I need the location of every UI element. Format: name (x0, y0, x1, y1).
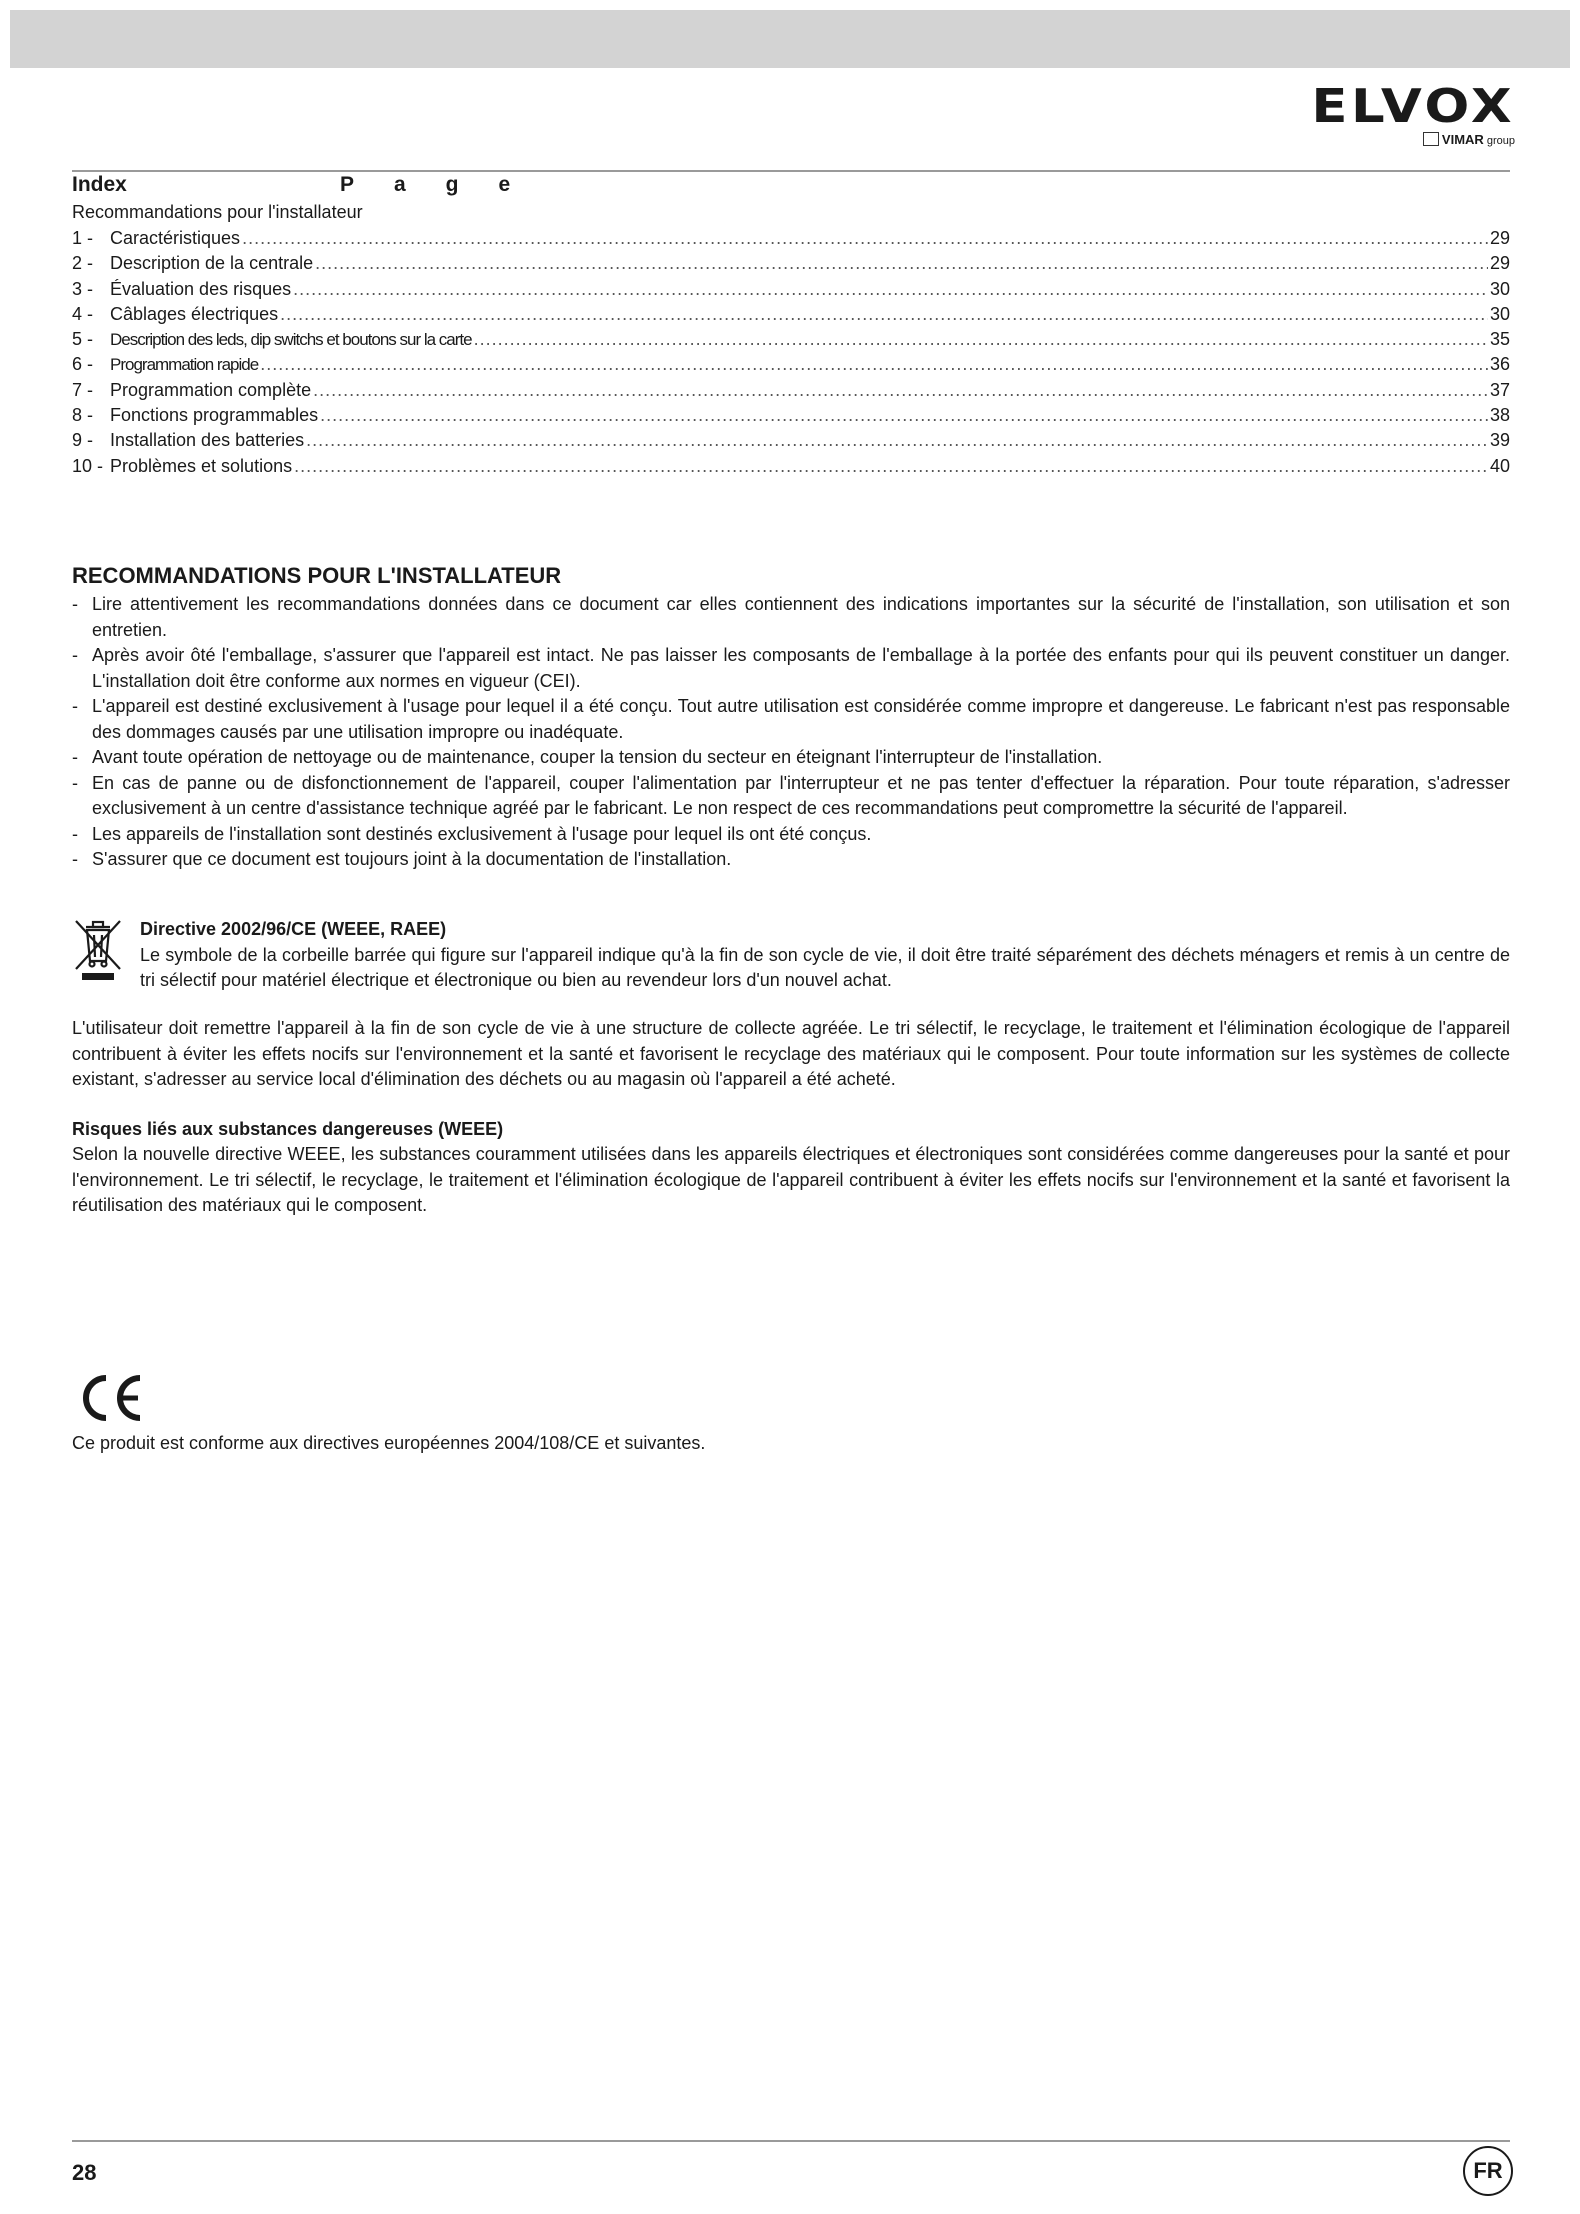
bullet-dash: - (72, 772, 78, 793)
index-heading (72, 173, 1510, 199)
toc-entry-page: 30 (1489, 303, 1510, 324)
bullet-dash: - (72, 747, 78, 767)
toc-entry-number: 5 - (72, 329, 94, 350)
toc-leader-dots (315, 251, 1488, 276)
risks-heading: Risques liés aux substances dangereuses (WEEE) (72, 1119, 504, 1139)
vimar-square-icon (1423, 132, 1439, 146)
toc-entry-number: 3 - (72, 278, 94, 299)
toc-entry (72, 428, 1510, 453)
toc-entry-number: 10 - (72, 455, 104, 476)
logo-group (1338, 132, 1515, 147)
index-page-label: Page (340, 173, 551, 196)
index-title: Index (72, 173, 127, 196)
toc-entry-title: Fonctions programmables (110, 405, 319, 426)
toc-leader-dots (260, 352, 1488, 377)
toc-leader-dots (313, 378, 1488, 403)
footer-rule (72, 2140, 1510, 2142)
page-number: 28 (72, 2160, 97, 2185)
elvox-logo (1311, 79, 1515, 147)
toc-entry (72, 327, 1510, 352)
recommendation-item (72, 745, 1510, 771)
table-of-contents (72, 226, 1510, 479)
toc-entry-page: 40 (1489, 455, 1510, 476)
toc-entry (72, 277, 1510, 302)
toc-entry (72, 302, 1510, 327)
toc-entry-number: 8 - (72, 405, 94, 426)
toc-entry-page: 36 (1489, 354, 1510, 375)
recommendations-title: RECOMMANDATIONS POUR L'INSTALLATEUR (72, 563, 562, 588)
toc-entry-title: Programmation complète (110, 379, 312, 400)
toc-entry-page: 37 (1489, 379, 1510, 400)
ce-statement: Ce produit est conforme aux directives européennes 2004/108/CE et suivantes. (72, 1433, 706, 1453)
toc-entry-page: 39 (1489, 430, 1510, 451)
toc-entry-title: Câblages électriques (110, 303, 279, 324)
recommendation-text: En cas de panne ou de disfonctionnement de l'appareil, couper l'alimentation par l'interrupteur et ne pas tenter d'effectuer la réparation. Pour toute réparation, s'adresser exclusivement à un centre d'assistance technique agréé par le fabricant. Le non respect de ces recommandations peut compromettre la sécurité de l'appareil. (92, 772, 1510, 818)
disposal-paragraph: L'utilisateur doit remettre l'appareil à la fin de son cycle de vie à une structure de collecte agréée. Le tri sélectif, le recyclage, le traitement et l'élimination écologique de l'appareil contribuent à éviter les effets nocifs sur l'environnement et la santé et favorisent le recyclage des matériaux qui le composent. Pour toute information sur les systèmes de collecte existant, s'adresser au service local d'élimination des déchets ou au magasin où l'appareil a été acheté. (72, 1018, 1510, 1089)
toc-entry-number: 7 - (72, 379, 94, 400)
weee-notice (72, 917, 1510, 994)
recommendation-item (72, 694, 1510, 745)
toc-entry-page: 38 (1489, 405, 1510, 426)
toc-entry (72, 226, 1510, 251)
toc-leader-dots (320, 403, 1488, 428)
top-band (10, 10, 1570, 68)
ce-mark-icon (76, 1372, 146, 1424)
recommendation-item (72, 847, 1510, 873)
toc-entry (72, 251, 1510, 276)
recommendation-item (72, 771, 1510, 822)
toc-leader-dots (474, 327, 1488, 352)
toc-entry-number: 6 - (72, 354, 94, 375)
recommendation-item (72, 822, 1510, 848)
toc-entry (72, 378, 1510, 403)
bullet-dash: - (72, 849, 78, 869)
header-rule (72, 170, 1510, 172)
recommendation-text: Les appareils de l'installation sont destinés exclusivement à l'usage pour lequel ils ont été conçus. (92, 823, 872, 844)
toc-entry-page: 29 (1489, 228, 1510, 248)
toc-entry-title: Installation des batteries (110, 430, 305, 451)
logo-group-suffix: group (1486, 135, 1515, 147)
toc-entry-page: 35 (1489, 329, 1510, 350)
toc-entry-number: 9 - (72, 430, 94, 451)
recommendation-item (72, 592, 1510, 643)
crossed-bin-icon (72, 917, 124, 981)
recommendation-text: L'appareil est destiné exclusivement à l'usage pour lequel il a été conçu. Tout autre utilisation est considérée comme impropre et dangereuse. Le fabricant n'est pas responsable des dommages causés par une utilisation impropre ou inadéquate. (92, 696, 1510, 742)
toc-entry-title: Programmation rapide (110, 355, 259, 375)
toc-entry-title: Problèmes et solutions (110, 455, 293, 476)
recommendation-text: S'assurer que ce document est toujours joint à la documentation de l'installation. (92, 849, 732, 869)
toc-entry-number: 2 - (72, 253, 94, 274)
toc-leader-dots (293, 277, 1488, 302)
recommendation-text: Lire attentivement les recommandations données dans ce document car elles contiennent des indications importantes sur la sécurité de l'installation, son utilisation et son entretien. (92, 594, 1510, 640)
recommendation-text: Avant toute opération de nettoyage ou de maintenance, couper la tension du secteur en éteignant l'interrupteur de l'installation. (92, 747, 1103, 767)
bullet-dash: - (72, 594, 78, 614)
recommendations-list (72, 592, 1510, 873)
toc-leader-dots (294, 454, 1488, 479)
index-subtitle: Recommandations pour l'installateur (72, 202, 363, 222)
bullet-dash: - (72, 696, 78, 716)
toc-entry-number: 1 - (72, 228, 94, 248)
toc-entry-number: 4 - (72, 303, 94, 324)
toc-leader-dots (306, 428, 1488, 453)
risks-text: Selon la nouvelle directive WEEE, les substances couramment utilisées dans les appareils électriques et électroniques sont considérées comme dangereuses pour la santé et pour l'environnement. Le tri sélectif, le recyclage, le traitement et l'élimination écologique de l'appareil contribuent à éviter les effets nocifs sur l'environnement et la santé et favorisent la réutilisation des matériaux qui le composent. (72, 1144, 1510, 1215)
toc-leader-dots (242, 226, 1488, 251)
weee-text: Le symbole de la corbeille barrée qui figure sur l'appareil indique qu'à la fin de son cycle de vie, il doit être traité séparément des déchets ménagers et remis à un centre de tri sélectif pour matériel électrique et électronique ou bien au revendeur lors d'un nouvel achat. (140, 944, 1510, 990)
recommendation-text: Après avoir ôté l'emballage, s'assurer que l'appareil est intact. Ne pas laisser les composants de l'emballage à la portée des enfants pour qui ils peuvent constituer un danger. L'installation doit être conforme aux normes en vigueur (CEI). (92, 645, 1510, 691)
toc-entry (72, 352, 1510, 377)
toc-entry (72, 403, 1510, 428)
toc-entry (72, 454, 1510, 479)
toc-entry-title: Description de la centrale (110, 253, 314, 274)
recommendation-item (72, 643, 1510, 694)
bullet-dash: - (72, 645, 78, 665)
toc-entry-page: 29 (1489, 253, 1510, 274)
toc-leader-dots (280, 302, 1488, 327)
toc-entry-page: 30 (1489, 278, 1510, 299)
logo-group-name: VIMAR (1441, 132, 1484, 147)
bullet-dash: - (72, 823, 78, 844)
toc-entry-title: Évaluation des risques (110, 278, 292, 299)
weee-heading: Directive 2002/96/CE (WEEE, RAEE) (140, 919, 447, 939)
toc-entry-title: Caractéristiques (110, 228, 241, 248)
toc-entry-title: Description des leds, dip switchs et boutons sur la carte (110, 330, 472, 350)
logo-brand: ELVOX (1311, 79, 1515, 133)
language-badge: FR (1463, 2146, 1513, 2196)
